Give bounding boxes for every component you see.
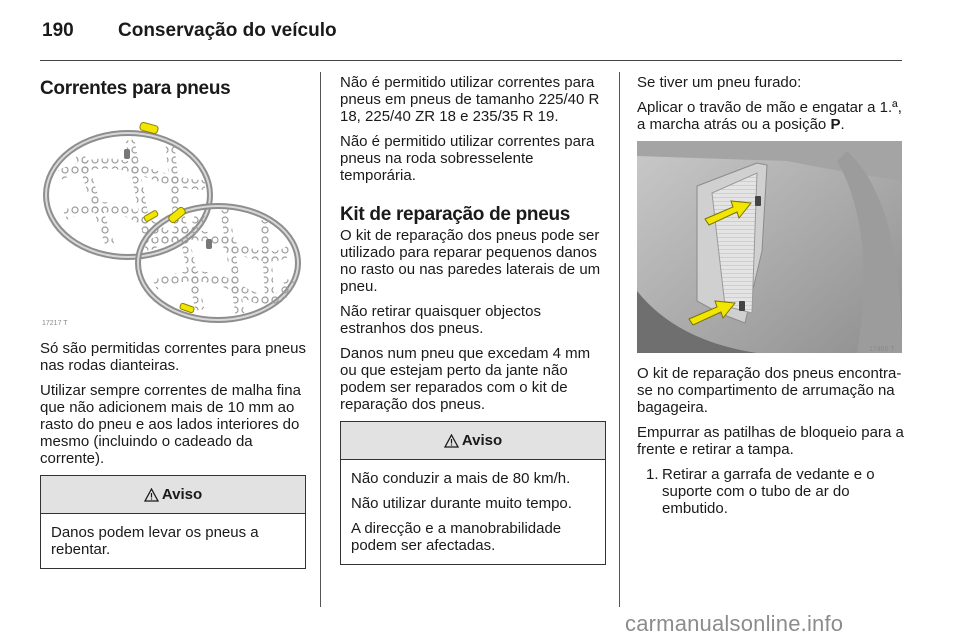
paragraph — [637, 99, 905, 133]
header-divider — [40, 60, 902, 61]
step-number: 1. — [646, 466, 659, 483]
warning-body — [41, 514, 305, 568]
column-divider-2 — [619, 72, 620, 607]
warning-title: Aviso — [161, 486, 203, 503]
paragraph: O kit de reparação dos pneus pode ser utilizado para reparar pequenos danos no rasto ou nas paredes laterais de um pneu. — [340, 227, 601, 295]
figure-code: 17217 T — [42, 320, 68, 327]
paragraph: Não retirar quaisquer objectos estranhos dos pneus. — [340, 303, 541, 337]
paragraph-text: Aplicar o travão de mão e engatar a 1.ª, a marcha atrás ou a posição — [637, 99, 902, 133]
paragraph: Utilizar sempre correntes de malha fina que não adicionem mais de 10 mm ao rasto do pneu e aos lados interiores do mesmo (incluindo o cadeado da corrente). — [40, 382, 301, 467]
trunk-compartment-drawing — [637, 141, 902, 353]
paragraph: Não é permitido utilizar correntes para pneus em pneus de tamanho 225/40 R 18, 225/40 ZR 18 e 235/35 R 19. — [340, 74, 600, 125]
warning-title: Aviso — [461, 432, 503, 449]
column-divider-1 — [320, 72, 321, 607]
section-title-tire-chains: Correntes para pneus — [40, 78, 231, 99]
warning-header — [341, 422, 605, 460]
tire-chains-drawing — [40, 115, 306, 330]
steps-list — [637, 466, 905, 517]
paragraph: Se tiver um pneu furado: — [637, 74, 802, 91]
paragraph: Não é permitido utilizar correntes para pneus na roda sobresselente temporária. — [340, 133, 595, 184]
paragraph: Danos num pneu que excedam 4 mm ou que estejam perto da jante não podem ser reparados com o kit de reparação dos pneus. — [340, 345, 591, 413]
paragraph-end: . — [840, 116, 845, 133]
column-2 — [340, 74, 606, 565]
gear-p-label: P — [830, 116, 841, 133]
warning-text: Danos podem levar os pneus a rebentar. — [51, 524, 259, 558]
warning-item: A direcção e a manobrabilidade podem ser afectadas. — [351, 520, 562, 554]
column-3 — [637, 74, 905, 525]
tire-chains-illustration — [40, 115, 306, 330]
paragraph: O kit de reparação dos pneus encontra-se no compartimento de arrumação na bagageira. — [637, 365, 902, 416]
trunk-compartment-illustration — [637, 141, 902, 353]
paragraph: Empurrar as patilhas de bloqueio para a frente e retirar a tampa. — [637, 424, 904, 458]
paragraph: Só são permitidas correntes para pneus nas rodas dianteiras. — [40, 340, 306, 374]
step-text: Retirar a garrafa de vedante e o suporte com o tubo de ar do embutido. — [662, 466, 875, 517]
warning-item: Não utilizar durante muito tempo. — [351, 495, 572, 512]
figure-code: 17466 T — [869, 346, 895, 353]
section-title-repair-kit: Kit de reparação de pneus — [340, 204, 571, 225]
warning-triangle-icon — [444, 434, 459, 448]
column-1 — [40, 74, 306, 569]
page-header — [0, 0, 960, 60]
warning-triangle-icon — [144, 488, 159, 502]
watermark: carmanualsonline.info — [625, 611, 844, 636]
page-number: 190 — [42, 20, 74, 41]
list-item — [637, 466, 905, 517]
warning-item: Não conduzir a mais de 80 km/h. — [351, 470, 571, 487]
warning-header — [41, 476, 305, 514]
warning-body — [341, 460, 605, 564]
warning-box — [340, 421, 606, 565]
page-title: Conservação do veículo — [118, 20, 337, 41]
warning-box — [40, 475, 306, 569]
